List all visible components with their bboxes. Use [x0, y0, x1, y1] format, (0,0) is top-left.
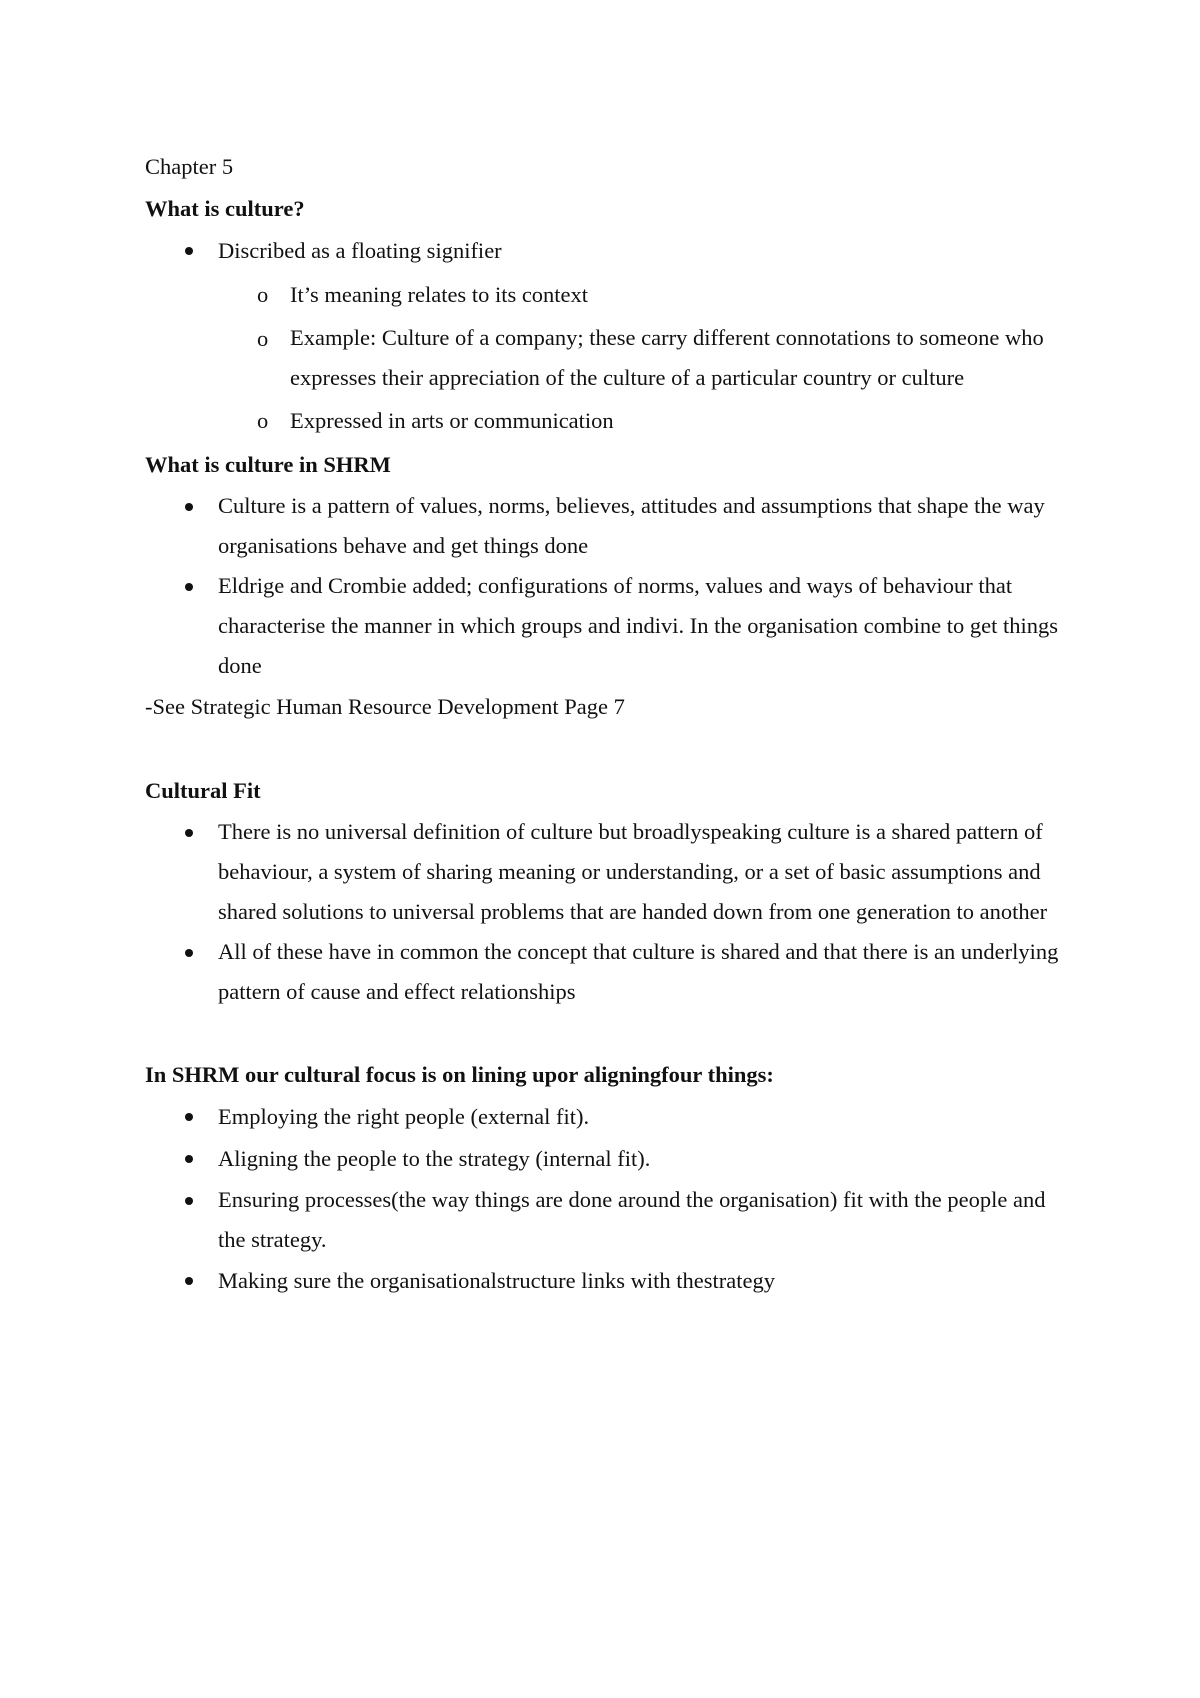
bullet-list-cultural-fit	[145, 812, 1065, 1012]
list-item-text: Making sure the organisationalstructure links with thestrategy	[218, 1268, 775, 1293]
list-item-text: Eldrige and Crombie added; configurations of norms, values and ways of behaviour that characterise the manner in which groups and indivi. In the organisation combine to get things done	[218, 573, 1058, 678]
reference-note: -See Strategic Human Resource Development Page 7	[145, 694, 625, 719]
circle-bullet-marker: o	[257, 326, 269, 351]
list-item	[145, 1096, 1065, 1138]
bullet-list-cultural-focus	[145, 1096, 1065, 1302]
bullet-list-culture-in-shrm	[145, 486, 1065, 686]
list-item-text: There is no universal definition of culture but broadlyspeaking culture is a shared pattern of behaviour, a system of sharing meaning or understanding, or a set of basic assumptions and shared solutions to universal problems that are handed down from one generation to another	[218, 819, 1048, 924]
list-item-text: Aligning the people to the strategy (internal fit).	[218, 1146, 651, 1171]
list-item-text: Employing the right people (external fit).	[218, 1104, 590, 1129]
section-heading-cultural-fit: Cultural Fit	[145, 778, 261, 803]
list-item	[145, 1260, 1065, 1302]
list-item	[145, 230, 1065, 272]
list-item-text: Discribed as a floating signifier	[218, 238, 502, 263]
section-heading-what-is-culture: What is culture?	[145, 196, 305, 221]
list-item-text: Ensuring processes(the way things are done around the organisation) fit with the people and the strategy.	[218, 1187, 1046, 1252]
document-body	[145, 146, 1065, 1302]
list-item-text: All of these have in common the concept that culture is shared and that there is an underlying pattern of cause and effect relationships	[218, 939, 1059, 1004]
spacer	[145, 1012, 1065, 1054]
sub-list-item	[145, 274, 1065, 316]
sub-list-item-text: It’s meaning relates to its context	[290, 282, 589, 307]
list-item	[145, 932, 1065, 1012]
sub-list	[145, 274, 1065, 442]
list-item-text: Culture is a pattern of values, norms, believes, attitudes and assumptions that shape the way organisations behave and get things done	[218, 493, 1045, 558]
list-item	[145, 1180, 1065, 1260]
chapter-title: Chapter 5	[145, 154, 234, 179]
list-item	[145, 1138, 1065, 1180]
list-item	[145, 812, 1065, 932]
section-heading-cultural-focus: In SHRM our cultural focus is on lining upor aligningfour things:	[145, 1062, 774, 1087]
circle-bullet-marker: o	[257, 282, 269, 307]
sub-list-item-text: Example: Culture of a company; these carry different connotations to someone who expresses their appreciation of the culture of a particular country or culture	[290, 325, 1044, 390]
bullet-list-what-is-culture	[145, 230, 1065, 272]
list-item	[145, 486, 1065, 566]
sub-list-item-text: Expressed in arts or communication	[290, 408, 614, 433]
sub-list-item	[145, 400, 1065, 442]
section-heading-culture-in-shrm: What is culture in SHRM	[145, 452, 391, 477]
list-item	[145, 566, 1065, 686]
spacer	[145, 728, 1065, 770]
sub-list-item	[145, 318, 1065, 398]
circle-bullet-marker: o	[257, 408, 269, 433]
